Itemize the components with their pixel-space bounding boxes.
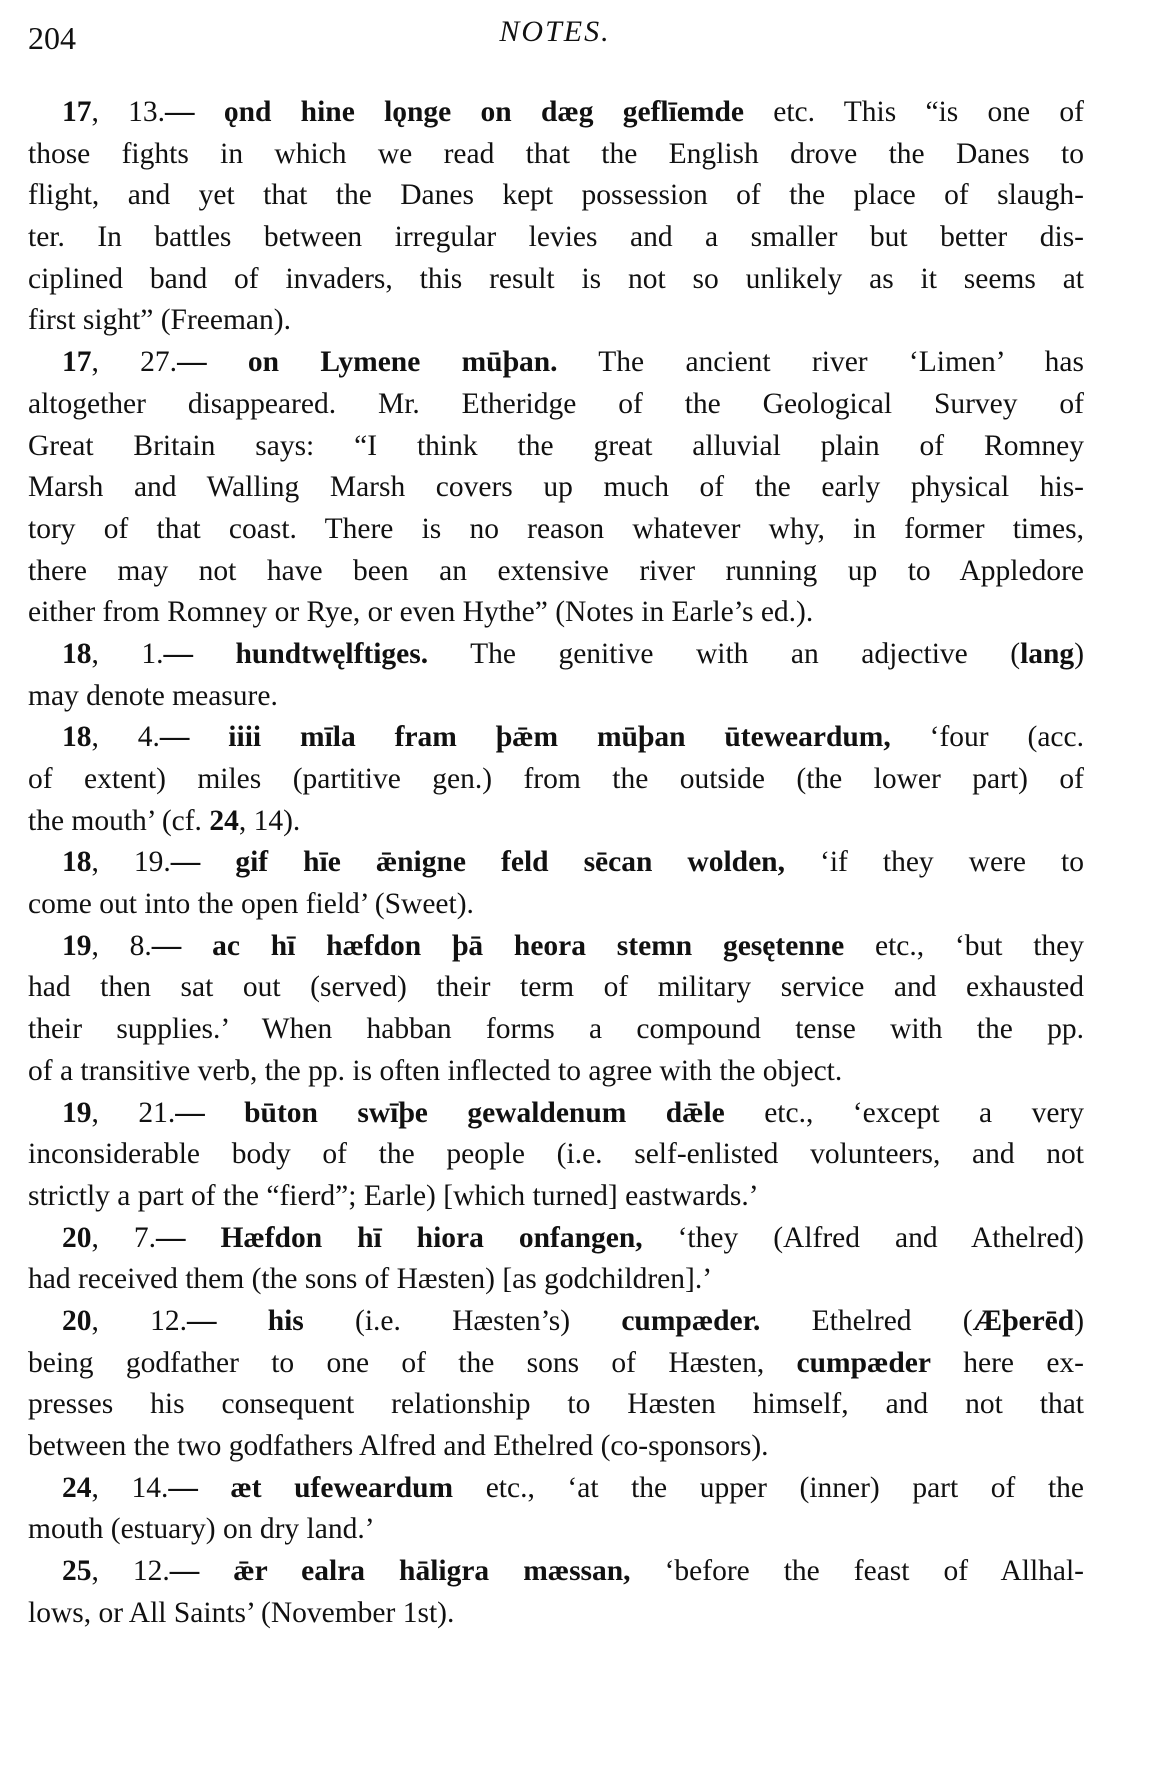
note-text-line	[28, 175, 1084, 217]
bold-text: 17	[62, 96, 92, 128]
text: , 19.	[91, 846, 171, 879]
text: , 27.	[91, 346, 178, 379]
note-text-line	[28, 509, 1084, 551]
bold-text: — his	[186, 1304, 304, 1337]
bold-text: 17	[62, 346, 92, 379]
note-text-line	[28, 1176, 1084, 1218]
text: (i.e. Hæsten’s)	[303, 1304, 622, 1337]
note-text-line	[28, 217, 1084, 259]
text: flight, and yet that the Danes kept possession of the place of slaugh-	[28, 179, 1084, 212]
bold-text: cumpæder	[796, 1346, 931, 1379]
text: presses his consequent relationship to Hæsten himself, and not that	[28, 1388, 1084, 1421]
note-text-line	[28, 676, 1084, 718]
text: there may not have been an extensive river running up to Appledore	[28, 554, 1084, 587]
text: , 14.	[91, 1471, 169, 1504]
note-entry	[28, 92, 1084, 342]
note-lemma-line	[28, 926, 1084, 968]
text: mouth (estuary) on dry land.’	[28, 1513, 375, 1546]
text: The genitive with an adjective (	[428, 637, 1021, 670]
running-head: NOTES.	[499, 15, 611, 48]
text: being godfather to one of the sons of Hæsten,	[28, 1346, 797, 1379]
text: ‘they (Alfred and Athelred)	[642, 1221, 1084, 1254]
bold-text: 18	[62, 846, 92, 879]
text: between the two godfathers Alfred and Ethelred (co-sponsors).	[28, 1430, 769, 1462]
text: , 8.	[91, 929, 152, 962]
bold-text: — ac hī hæfdon þā heora stemn gesętenne	[151, 929, 845, 962]
text: those fights in which we read that the English drove the Danes to	[28, 137, 1084, 170]
note-text-line	[28, 1426, 1084, 1468]
note-lemma-line	[28, 92, 1084, 134]
bold-text: 19	[62, 1096, 92, 1129]
page-number: 204	[28, 20, 76, 56]
text: altogether disappeared. Mr. Etheridge of the Geological Survey of	[28, 387, 1084, 420]
text: , 12.	[91, 1555, 170, 1588]
note-entry	[28, 342, 1084, 634]
text: etc., ‘at the upper (inner) part of the	[453, 1471, 1084, 1504]
bold-text: — gif hīe ǣnigne feld sēcan wolden,	[170, 846, 785, 879]
text: etc., ‘except a very	[724, 1096, 1084, 1129]
text: ‘four (acc.	[890, 721, 1084, 754]
bold-text: — on Lymene mūþan.	[177, 346, 558, 379]
bold-text: — ǫnd hine lǫnge on dæg geflīemde	[165, 96, 744, 128]
note-lemma-line	[28, 1301, 1084, 1343]
bold-text: lang	[1020, 637, 1075, 670]
text: , 12.	[91, 1304, 187, 1337]
note-text-line	[28, 1343, 1084, 1385]
note-entry	[28, 842, 1084, 925]
text: , 13.	[91, 96, 166, 128]
text: of a transitive verb, the pp. is often inflected to agree with the object.	[28, 1054, 843, 1087]
note-entry	[28, 634, 1084, 717]
text: may denote measure.	[28, 679, 278, 712]
text: ciplined band of invaders, this result is not so unlikely as it seems at	[28, 262, 1084, 295]
note-entry	[28, 717, 1084, 842]
text: )	[1074, 637, 1084, 670]
bold-text: — ǣr ealra hāligra mæssan,	[169, 1555, 631, 1588]
bold-text: — Hæfdon hī hiora onfangen,	[155, 1221, 643, 1254]
bold-text: — būton swīþe gewaldenum dǣle	[175, 1096, 725, 1129]
bold-text: 20	[62, 1221, 92, 1254]
text: the mouth’ (cf.	[28, 804, 210, 837]
notes-body	[28, 92, 1084, 1634]
text: , 21.	[91, 1096, 176, 1129]
note-text-line	[28, 384, 1084, 426]
bold-text: — æt ufeweardum	[168, 1471, 454, 1504]
bold-text: 24	[62, 1471, 92, 1504]
note-text-line	[28, 134, 1084, 176]
text: tory of that coast. There is no reason whatever why, in former times,	[28, 512, 1084, 545]
note-entry	[28, 1301, 1084, 1468]
text: , 7.	[91, 1221, 156, 1254]
note-entry	[28, 1218, 1084, 1301]
note-lemma-line	[28, 1218, 1084, 1260]
note-lemma-line	[28, 717, 1084, 759]
note-text-line	[28, 467, 1084, 509]
note-text-line	[28, 259, 1084, 301]
note-entry	[28, 1551, 1084, 1634]
text: either from Romney or Rye, or even Hythe” (Notes in Earle’s ed.).	[28, 596, 814, 629]
text: had then sat out (served) their term of military service and exhausted	[28, 971, 1084, 1004]
bold-text: 24	[209, 804, 239, 837]
text: here ex-	[930, 1346, 1084, 1379]
note-entry	[28, 1093, 1084, 1218]
note-text-line	[28, 300, 1084, 342]
text: , 4.	[91, 721, 160, 754]
note-text-line	[28, 1593, 1084, 1635]
note-text-line	[28, 1509, 1084, 1551]
note-text-line	[28, 1134, 1084, 1176]
text: inconsiderable body of the people (i.e. self-enlisted volunteers, and not	[28, 1138, 1084, 1171]
note-lemma-line	[28, 842, 1084, 884]
bold-text: 20	[62, 1304, 92, 1337]
bold-text: Æþerēd	[972, 1304, 1075, 1337]
note-text-line	[28, 551, 1084, 593]
text: ter. In battles between irregular levies and a smaller but better dis-	[28, 221, 1084, 254]
text: their supplies.’ When habban forms a compound tense with the pp.	[28, 1013, 1084, 1046]
bold-text: 19	[62, 929, 92, 962]
text: come out into the open field’ (Sweet).	[28, 888, 474, 921]
text: )	[1074, 1304, 1084, 1337]
note-text-line	[28, 592, 1084, 634]
note-text-line	[28, 1259, 1084, 1301]
note-text-line	[28, 801, 1084, 843]
note-text-line	[28, 1051, 1084, 1093]
note-lemma-line	[28, 1468, 1084, 1510]
text: lows, or All Saints’ (November 1st).	[28, 1596, 455, 1629]
text: Great Britain says: “I think the great alluvial plain of Romney	[28, 429, 1084, 462]
bold-text: cumpæder.	[621, 1304, 761, 1337]
note-lemma-line	[28, 1093, 1084, 1135]
text: ‘if they were to	[784, 846, 1084, 879]
note-text-line	[28, 759, 1084, 801]
text: etc. This “is one of	[743, 96, 1084, 128]
note-lemma-line	[28, 1551, 1084, 1593]
text: etc., ‘but they	[844, 929, 1084, 962]
note-entry	[28, 926, 1084, 1093]
text: ‘before the feast of Allhal-	[630, 1555, 1084, 1588]
text: strictly a part of the “fierd”; Earle) [which turned] eastwards.’	[28, 1179, 759, 1212]
bold-text: — hundtwęlftiges.	[163, 637, 429, 670]
note-lemma-line	[28, 342, 1084, 384]
note-entry	[28, 1468, 1084, 1551]
note-text-line	[28, 967, 1084, 1009]
text: , 14).	[238, 804, 301, 837]
text: Marsh and Walling Marsh covers up much of the early physical his-	[28, 471, 1084, 504]
note-text-line	[28, 1009, 1084, 1051]
text: of extent) miles (partitive gen.) from the outside (the lower part) of	[28, 763, 1084, 795]
bold-text: 18	[62, 721, 92, 754]
note-text-line	[28, 426, 1084, 468]
bold-text: 25	[62, 1555, 92, 1588]
note-text-line	[28, 1384, 1084, 1426]
bold-text: 18	[62, 637, 92, 670]
note-text-line	[28, 884, 1084, 926]
bold-text: — iiii mīla fram þǣm mūþan ūteweardum,	[159, 721, 891, 754]
text: , 1.	[91, 637, 164, 670]
text: first sight” (Freeman).	[28, 304, 291, 337]
text: The ancient river ‘Limen’ has	[557, 346, 1084, 379]
text: had received them (the sons of Hæsten) [as godchildren].’	[28, 1263, 713, 1296]
text: Ethelred (	[760, 1304, 973, 1337]
note-lemma-line	[28, 634, 1084, 676]
